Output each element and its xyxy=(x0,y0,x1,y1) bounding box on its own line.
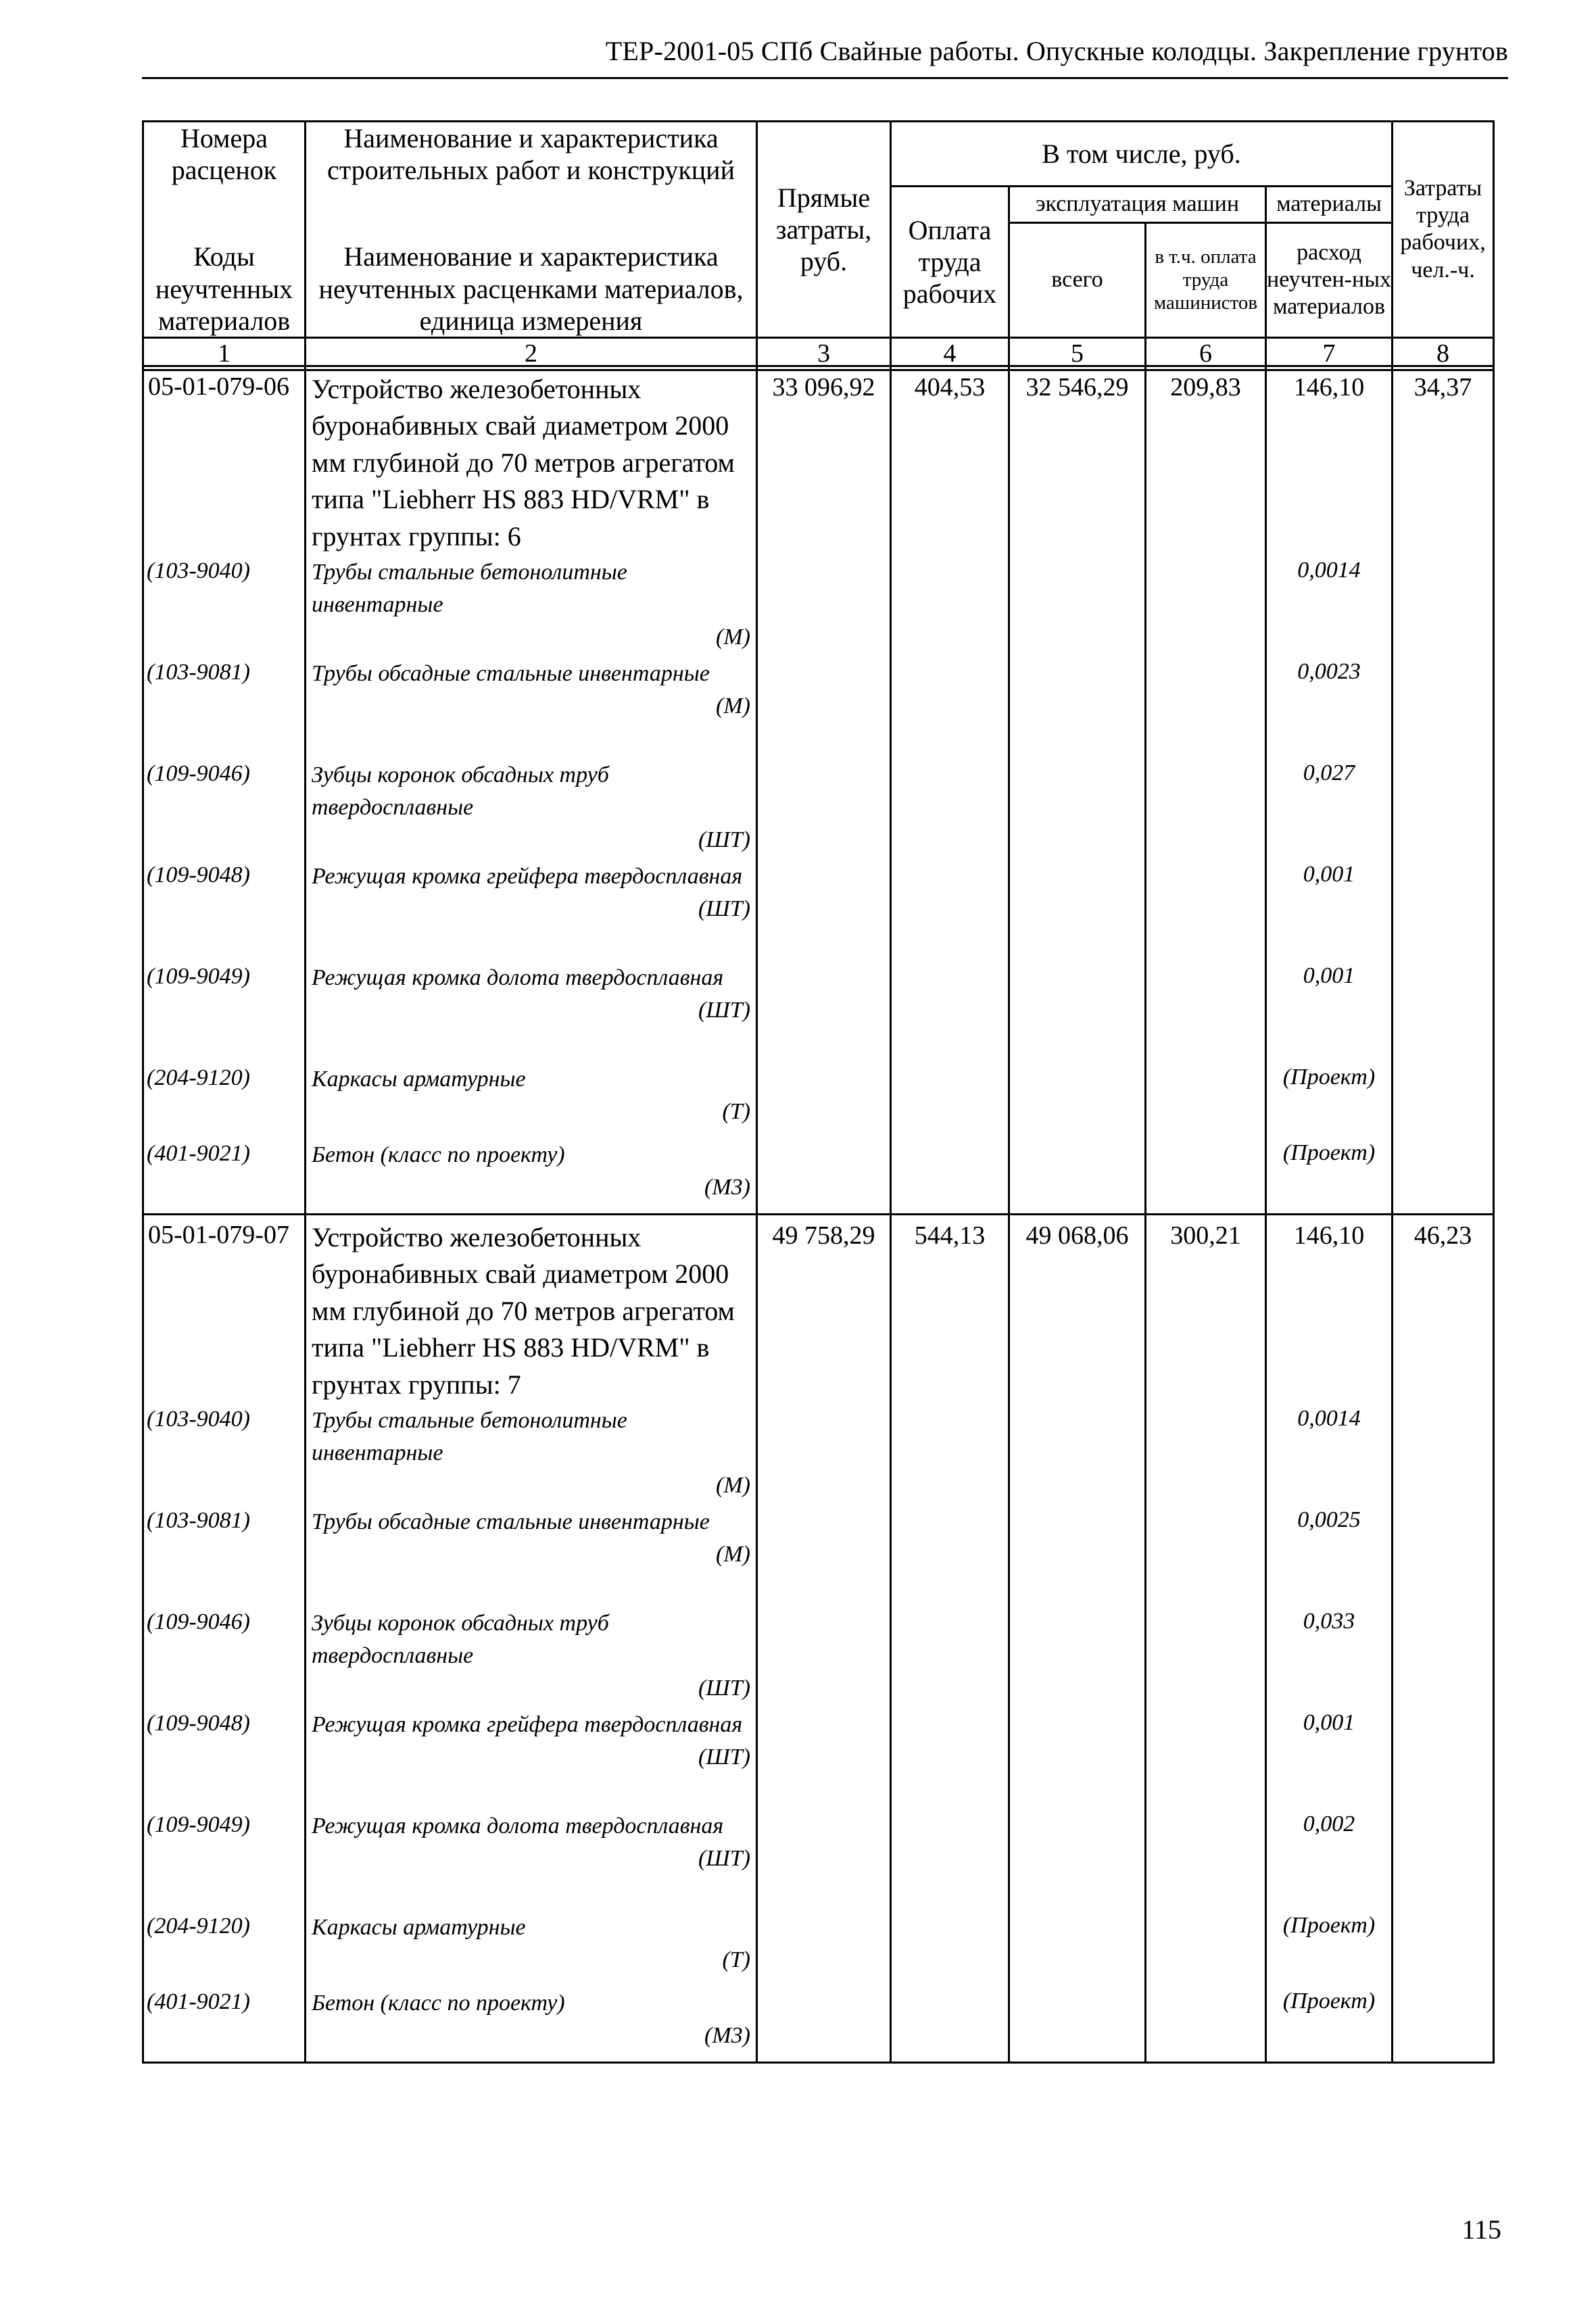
material-row xyxy=(143,758,1494,859)
col5-header: всего xyxy=(1009,222,1146,337)
material-unit: (М) xyxy=(716,1473,750,1498)
material-row xyxy=(143,1707,1494,1809)
col-number: 7 xyxy=(1266,337,1393,370)
col7-header: расход неучтен-ных материалов xyxy=(1266,222,1393,337)
col-number: 5 xyxy=(1009,337,1146,370)
materials-cost: 146,10 xyxy=(1266,366,1393,555)
material-value: 0,001 xyxy=(1266,960,1393,1062)
col-number: 2 xyxy=(306,337,757,370)
col2-bottom-header: Наименование и характеристика неучтенных расценками материалов, единица измерения xyxy=(306,186,757,337)
material-name: Трубы обсадные стальные инвентарные xyxy=(312,660,710,686)
material-value: 0,0025 xyxy=(1266,1505,1393,1606)
direct-costs: 33 096,92 xyxy=(757,366,891,555)
material-unit: (ШТ) xyxy=(698,1745,750,1770)
labor-pay: 404,53 xyxy=(891,366,1009,555)
material-value: 0,001 xyxy=(1266,1707,1393,1809)
material-value: (Проект) xyxy=(1266,1986,1393,2063)
material-row xyxy=(143,960,1494,1062)
material-code: (109-9049) xyxy=(143,960,306,1062)
rates-table xyxy=(142,365,1495,2064)
col-number: 8 xyxy=(1393,337,1494,370)
rate-title: Устройство железобетонных буронабивных свай диаметром 2000 мм глубиной до 70 метров агрегатом типа "Liebherr HS 883 HD/VRM" в грунтах группы: 6 xyxy=(306,366,757,555)
rate-code: 05-01-079-07 xyxy=(143,1214,306,1403)
material-name: Режущая кромка долота твердосплавная xyxy=(312,1813,724,1838)
material-name: Трубы стальные бетонолитные инвентарные xyxy=(312,559,627,618)
material-unit: (ШТ) xyxy=(698,1846,750,1872)
col-number: 3 xyxy=(757,337,891,370)
material-name: Каркасы арматурные xyxy=(312,1914,526,1940)
material-row xyxy=(143,859,1494,960)
col1-bottom-header: Коды неучтенных материалов xyxy=(143,186,306,337)
material-value: 0,002 xyxy=(1266,1809,1393,1910)
material-unit: (М) xyxy=(716,625,750,650)
material-name: Бетон (класс по проекту) xyxy=(312,1142,565,1167)
material-row xyxy=(143,1809,1494,1910)
material-row xyxy=(143,1403,1494,1505)
material-unit: (Т) xyxy=(722,1947,750,1973)
col6-header: в т.ч. оплата труда машинистов xyxy=(1146,222,1266,337)
machinist-pay: 300,21 xyxy=(1146,1214,1266,1403)
material-code: (204-9120) xyxy=(143,1910,306,1986)
machines-total: 49 068,06 xyxy=(1009,1214,1146,1403)
material-row xyxy=(143,1910,1494,1986)
material-row xyxy=(143,1606,1494,1707)
machines-header: эксплуатация машин xyxy=(1009,186,1266,222)
col8-header: Затраты труда рабочих, чел.-ч. xyxy=(1393,122,1494,338)
material-unit: (ШТ) xyxy=(698,896,750,922)
material-name: Бетон (класс по проекту) xyxy=(312,1990,565,2016)
material-name: Режущая кромка грейфера твердосплавная xyxy=(312,863,743,889)
material-value: (Проект) xyxy=(1266,1062,1393,1138)
material-value: 0,0023 xyxy=(1266,656,1393,758)
col-number: 1 xyxy=(143,337,306,370)
material-name: Зубцы коронок обсадных труб твердосплавные xyxy=(312,1610,609,1669)
material-value: 0,027 xyxy=(1266,758,1393,859)
table-header xyxy=(142,120,1495,371)
material-value: (Проект) xyxy=(1266,1138,1393,1215)
material-code: (103-9081) xyxy=(143,1505,306,1606)
material-value: 0,0014 xyxy=(1266,555,1393,656)
materials-header: материалы xyxy=(1266,186,1393,222)
material-unit: (М3) xyxy=(704,1175,750,1200)
material-row xyxy=(143,1986,1494,2063)
material-row xyxy=(143,1505,1494,1606)
material-unit: (Т) xyxy=(722,1099,750,1125)
page-number: 115 xyxy=(1461,2214,1501,2245)
material-unit: (М3) xyxy=(704,2023,750,2049)
material-code: (401-9021) xyxy=(143,1138,306,1215)
material-value: (Проект) xyxy=(1266,1910,1393,1986)
materials-cost: 146,10 xyxy=(1266,1214,1393,1403)
material-value: 0,033 xyxy=(1266,1606,1393,1707)
material-name: Режущая кромка грейфера твердосплавная xyxy=(312,1711,743,1737)
rate-code: 05-01-079-06 xyxy=(143,366,306,555)
material-row xyxy=(143,555,1494,656)
running-header: ТЕР-2001-05 СПб Свайные работы. Опускные колодцы. Закрепление грунтов xyxy=(605,36,1508,66)
material-code: (109-9046) xyxy=(143,758,306,859)
material-name: Зубцы коронок обсадных труб твердосплавные xyxy=(312,762,609,821)
material-unit: (ШТ) xyxy=(698,827,750,853)
col-number: 4 xyxy=(891,337,1009,370)
material-name: Каркасы арматурные xyxy=(312,1066,526,1092)
material-code: (103-9040) xyxy=(143,1403,306,1505)
rate-title: Устройство железобетонных буронабивных свай диаметром 2000 мм глубиной до 70 метров агрегатом типа "Liebherr HS 883 HD/VRM" в грунтах группы: 7 xyxy=(306,1214,757,1403)
material-row xyxy=(143,656,1494,758)
rate-row xyxy=(143,366,1494,555)
material-code: (103-9081) xyxy=(143,656,306,758)
labor-pay: 544,13 xyxy=(891,1214,1009,1403)
material-code: (401-9021) xyxy=(143,1986,306,2063)
rate-row xyxy=(143,1214,1494,1403)
material-name: Режущая кромка долота твердосплавная xyxy=(312,965,724,990)
material-code: (204-9120) xyxy=(143,1062,306,1138)
col3-header: Прямые затраты, руб. xyxy=(757,122,891,338)
labor-hours: 46,23 xyxy=(1393,1214,1494,1403)
group-header: В том числе, руб. xyxy=(891,122,1393,187)
material-value: 0,0014 xyxy=(1266,1403,1393,1505)
material-code: (109-9049) xyxy=(143,1809,306,1910)
col2-top-header: Наименование и характеристика строительных работ и конструкций xyxy=(306,122,757,187)
material-name: Трубы обсадные стальные инвентарные xyxy=(312,1509,710,1534)
col1-top-header: Номера расценок xyxy=(143,122,306,187)
header-rule xyxy=(142,77,1508,79)
material-unit: (М) xyxy=(716,1542,750,1567)
material-unit: (ШТ) xyxy=(698,1676,750,1701)
labor-hours: 34,37 xyxy=(1393,366,1494,555)
direct-costs: 49 758,29 xyxy=(757,1214,891,1403)
material-row xyxy=(143,1138,1494,1215)
material-unit: (М) xyxy=(716,693,750,719)
material-value: 0,001 xyxy=(1266,859,1393,960)
col4-header: Оплата труда рабочих xyxy=(891,186,1009,337)
material-row xyxy=(143,1062,1494,1138)
col-number: 6 xyxy=(1146,337,1266,370)
material-code: (109-9046) xyxy=(143,1606,306,1707)
material-name: Трубы стальные бетонолитные инвентарные xyxy=(312,1407,627,1466)
material-code: (109-9048) xyxy=(143,859,306,960)
material-unit: (ШТ) xyxy=(698,998,750,1023)
machinist-pay: 209,83 xyxy=(1146,366,1266,555)
material-code: (103-9040) xyxy=(143,555,306,656)
material-code: (109-9048) xyxy=(143,1707,306,1809)
machines-total: 32 546,29 xyxy=(1009,366,1146,555)
